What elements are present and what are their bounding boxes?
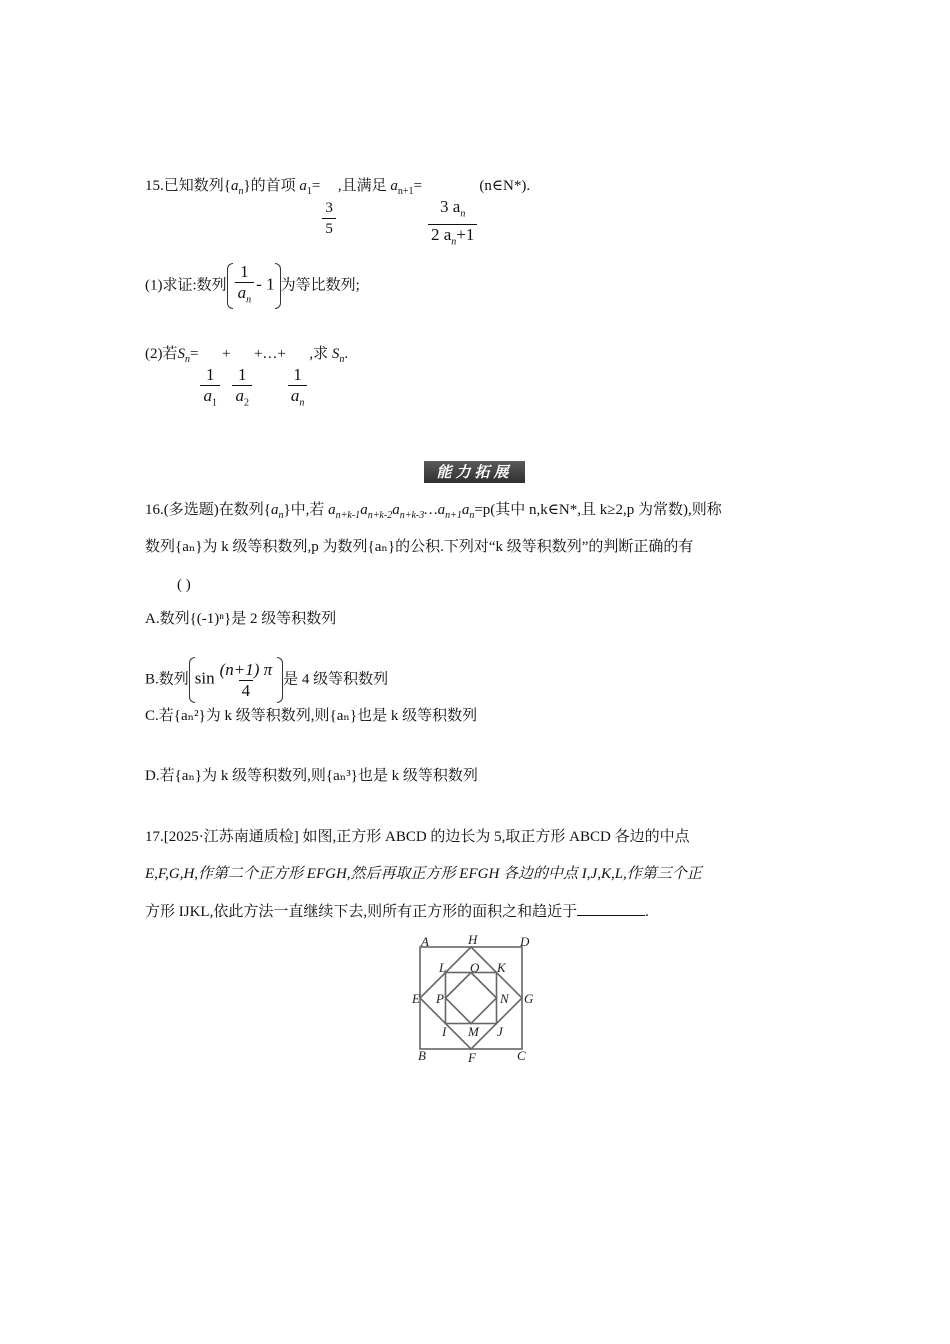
q15-intro-d: ,且满足 bbox=[337, 178, 387, 194]
q15-a1-fraction: $\frac{3}{5}$ bbox=[322, 198, 336, 239]
q15-part1 bbox=[145, 262, 360, 310]
q15-part2-suffix: ,求 bbox=[309, 346, 329, 362]
q17-line1: 17.[2025·江苏南通质检] 如图,正方形 ABCD 的边长为 5,取正方形 ABCD 各边的中点 bbox=[145, 829, 690, 845]
label-L: L bbox=[439, 960, 447, 975]
square-ijkl bbox=[446, 973, 497, 1024]
label-K: K bbox=[497, 960, 506, 975]
q16-option-d: D.若{aₙ}为 k 级等积数列,则{aₙ³}也是 k 级等积数列 bbox=[145, 768, 478, 784]
label-H: H bbox=[468, 932, 478, 947]
q16-option-b: B.数列 sin $\frac{(n+1) \pi}{4}$ 是 4 级等积数列 bbox=[145, 657, 388, 703]
label-N: N bbox=[500, 991, 509, 1006]
answer-paren: ( ) bbox=[177, 577, 191, 593]
answer-blank bbox=[577, 901, 645, 916]
label-P: P bbox=[436, 991, 444, 1006]
q15-condition: (n∈N*). bbox=[479, 178, 531, 194]
q15-line: 15.已知数列$\{a_n\}$的首项 $a_1=$ $\frac{3}{5}$ ,且满足 $a_{n+1}=$ $\frac{3 a_n}{2 a_n+1}$ (n∈N*). bbox=[145, 176, 530, 253]
q15-recurrence-fraction: $\frac{3 a_n}{2 a_n+1}$ bbox=[428, 197, 477, 253]
label-M: M bbox=[468, 1024, 479, 1039]
label-F: F bbox=[468, 1050, 476, 1065]
label-A: A bbox=[421, 934, 429, 949]
q17-line2: E,F,G,H,作第二个正方形 EFGH,然后再取正方形 EFGH 各边的中点 I,J,K,L,作第三个正 bbox=[145, 866, 702, 882]
label-E: E bbox=[412, 991, 420, 1006]
q15-part2: (2)若$S_n=$ $\frac{1}{a_1}$ + $\frac{1}{a_2}$ +…+ $\frac{1}{a_n}$ ,求 $S_n$. bbox=[145, 344, 348, 413]
q15-intro-c: = bbox=[311, 178, 321, 194]
label-J: J bbox=[497, 1024, 503, 1039]
label-I: I bbox=[442, 1024, 447, 1039]
label-O: O bbox=[470, 960, 480, 975]
q16-option-a: A.数列{(-1)ⁿ}是 2 级等积数列 bbox=[145, 611, 337, 627]
label-D: D bbox=[520, 934, 530, 949]
label-C: C bbox=[517, 1048, 526, 1063]
q15-part1-prefix: (1)求证:数列 bbox=[145, 277, 227, 294]
label-B: B bbox=[418, 1048, 426, 1063]
left-brace-icon bbox=[227, 263, 233, 309]
square-mnop bbox=[446, 973, 497, 1024]
q15-part2-prefix: (2)若 bbox=[145, 346, 178, 362]
q15-intro-a: 15.已知数列{ bbox=[145, 178, 231, 194]
q15-intro-b: }的首项 bbox=[243, 178, 296, 194]
q15-part1-suffix: 为等比数列; bbox=[280, 277, 360, 294]
nested-squares-figure bbox=[408, 932, 543, 1067]
q16-option-c: C.若{aₙ²}为 k 级等积数列,则{aₙ}也是 k 级等积数列 bbox=[145, 708, 478, 724]
label-G: G bbox=[524, 991, 534, 1006]
q15-part1-tail: - 1 bbox=[256, 274, 275, 294]
q16-line2: 数列{aₙ}为 k 级等积数列,p 为数列{aₙ}的公积.下列对“k 级等积数列”的判断正确的有 bbox=[145, 539, 694, 555]
q16-line1: 16.(多选题)在数列$\{a_n\}$中,若 $a_{n+k-1}a_{n+k-2}a_{n+k-3}\dots a_{n+1}a_n=p$(其中 n,k∈N*,且 k≥2,p 为常数),则称 bbox=[145, 502, 722, 521]
q17-line3: 方形 IJKL,依此方法一直继续下去,则所有正方形的面积之和趋近于 . bbox=[145, 901, 649, 922]
section-badge: 能力拓展 bbox=[424, 461, 525, 483]
q15-part1-fraction: $\frac{1}{a_n}$ bbox=[235, 262, 255, 310]
